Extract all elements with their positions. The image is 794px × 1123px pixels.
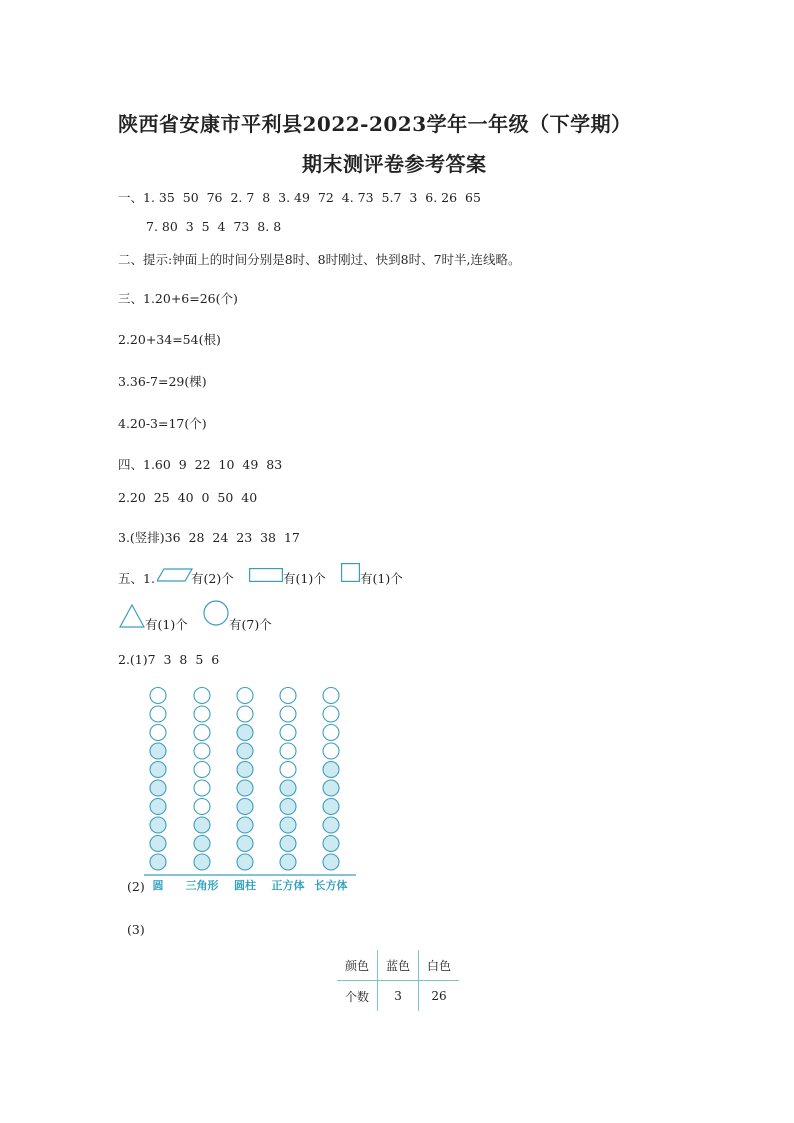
filled-circle-mark bbox=[323, 817, 339, 833]
parallelogram-count: 有(2)个 bbox=[191, 571, 234, 586]
empty-circle-mark bbox=[194, 762, 210, 778]
parallelogram-icon bbox=[157, 568, 193, 582]
section-3-line-2: 2.20+34=54(根) bbox=[118, 332, 221, 347]
table-cell: 3 bbox=[378, 981, 419, 1012]
empty-circle-mark bbox=[150, 688, 166, 704]
filled-circle-mark bbox=[237, 836, 253, 852]
triangle-icon bbox=[119, 604, 145, 628]
filled-circle-mark bbox=[150, 743, 166, 759]
section-4-line-1: 四、1.60 9 22 10 49 83 bbox=[118, 457, 283, 472]
empty-circle-mark bbox=[194, 706, 210, 722]
empty-circle-mark bbox=[150, 725, 166, 741]
table-row-label: 个数 bbox=[345, 989, 370, 1004]
category-label: 圆柱 bbox=[234, 879, 256, 892]
category-label: 正方体 bbox=[271, 879, 305, 892]
filled-circle-mark bbox=[323, 762, 339, 778]
filled-circle-mark bbox=[323, 854, 339, 870]
section-5-prefix: 五、1. bbox=[118, 571, 155, 586]
table-header-cell: 颜色 bbox=[337, 950, 378, 981]
empty-circle-mark bbox=[323, 725, 339, 741]
filled-circle-mark bbox=[280, 799, 296, 815]
square-count: 有(1)个 bbox=[360, 571, 403, 586]
empty-circle-mark bbox=[237, 688, 253, 704]
empty-circle-mark bbox=[194, 780, 210, 796]
empty-circle-mark bbox=[237, 706, 253, 722]
empty-circle-mark bbox=[323, 743, 339, 759]
table-header-cell: 蓝色 bbox=[378, 950, 419, 981]
triangle-count: 有(1)个 bbox=[145, 617, 188, 632]
filled-circle-mark bbox=[237, 799, 253, 815]
section-4-line-2: 2.20 25 40 0 50 40 bbox=[118, 490, 258, 505]
empty-circle-mark bbox=[280, 688, 296, 704]
filled-circle-mark bbox=[150, 762, 166, 778]
section-4-line-3: 3.(竖排)36 28 24 23 38 17 bbox=[118, 530, 300, 545]
title-line-1: 陕西省安康市平利县2022-2023学年一年级（下学期） bbox=[118, 112, 632, 136]
filled-circle-mark bbox=[150, 780, 166, 796]
empty-circle-mark bbox=[194, 799, 210, 815]
title-line-2: 期末测评卷参考答案 bbox=[302, 152, 487, 176]
filled-circle-mark bbox=[194, 817, 210, 833]
empty-circle-mark bbox=[280, 706, 296, 722]
filled-circle-mark bbox=[150, 854, 166, 870]
circle-count: 有(7)个 bbox=[229, 617, 272, 632]
table-header-cell: 白色 bbox=[419, 950, 460, 981]
empty-circle-mark bbox=[280, 762, 296, 778]
filled-circle-mark bbox=[323, 836, 339, 852]
empty-circle-mark bbox=[150, 706, 166, 722]
answer-table bbox=[337, 950, 459, 1011]
rectangle-count: 有(1)个 bbox=[283, 571, 326, 586]
empty-circle-mark bbox=[194, 725, 210, 741]
table-row bbox=[337, 981, 459, 1012]
circle-icon bbox=[203, 600, 229, 626]
rectangle-icon bbox=[249, 568, 283, 582]
section-3-line-3: 3.36-7=29(棵) bbox=[118, 374, 207, 389]
empty-circle-mark bbox=[323, 688, 339, 704]
empty-circle-mark bbox=[280, 725, 296, 741]
empty-circle-mark bbox=[194, 688, 210, 704]
category-label: 长方体 bbox=[314, 879, 348, 892]
filled-circle-mark bbox=[194, 836, 210, 852]
question-2-1: 2.(1)7 3 8 5 6 bbox=[118, 652, 220, 667]
category-label: 三角形 bbox=[185, 879, 219, 892]
filled-circle-mark bbox=[280, 780, 296, 796]
section-1-line-2: 7. 80 3 5 4 73 8. 8 bbox=[146, 219, 282, 234]
square-icon bbox=[341, 563, 360, 582]
filled-circle-mark bbox=[323, 799, 339, 815]
question-2-2-label: (2) bbox=[127, 879, 145, 894]
section-3-line-1: 三、1.20+6=26(个) bbox=[118, 291, 238, 306]
question-2-3-label: (3) bbox=[127, 922, 145, 937]
filled-circle-mark bbox=[323, 780, 339, 796]
table-cell: 26 bbox=[419, 981, 460, 1012]
filled-circle-mark bbox=[237, 817, 253, 833]
filled-circle-mark bbox=[280, 836, 296, 852]
empty-circle-mark bbox=[280, 743, 296, 759]
filled-circle-mark bbox=[194, 854, 210, 870]
table-header-row bbox=[337, 950, 459, 981]
filled-circle-mark bbox=[237, 762, 253, 778]
filled-circle-mark bbox=[237, 725, 253, 741]
filled-circle-mark bbox=[150, 817, 166, 833]
section-3-line-4: 4.20-3=17(个) bbox=[118, 416, 207, 431]
filled-circle-mark bbox=[237, 743, 253, 759]
empty-circle-mark bbox=[194, 743, 210, 759]
filled-circle-mark bbox=[237, 780, 253, 796]
section-2-line: 二、提示:钟面上的时间分别是8时、8时刚过、快到8时、7时半,连线略。 bbox=[118, 252, 521, 267]
section-1-line-1: 一、1. 35 50 76 2. 7 8 3. 49 72 4. 73 5.7 3 6. 26 65 bbox=[118, 190, 481, 205]
filled-circle-mark bbox=[280, 817, 296, 833]
filled-circle-mark bbox=[150, 836, 166, 852]
filled-circle-mark bbox=[237, 854, 253, 870]
filled-circle-mark bbox=[150, 799, 166, 815]
category-label: 圆 bbox=[152, 879, 164, 892]
pictograph-chart bbox=[140, 683, 370, 898]
filled-circle-mark bbox=[280, 854, 296, 870]
empty-circle-mark bbox=[323, 706, 339, 722]
